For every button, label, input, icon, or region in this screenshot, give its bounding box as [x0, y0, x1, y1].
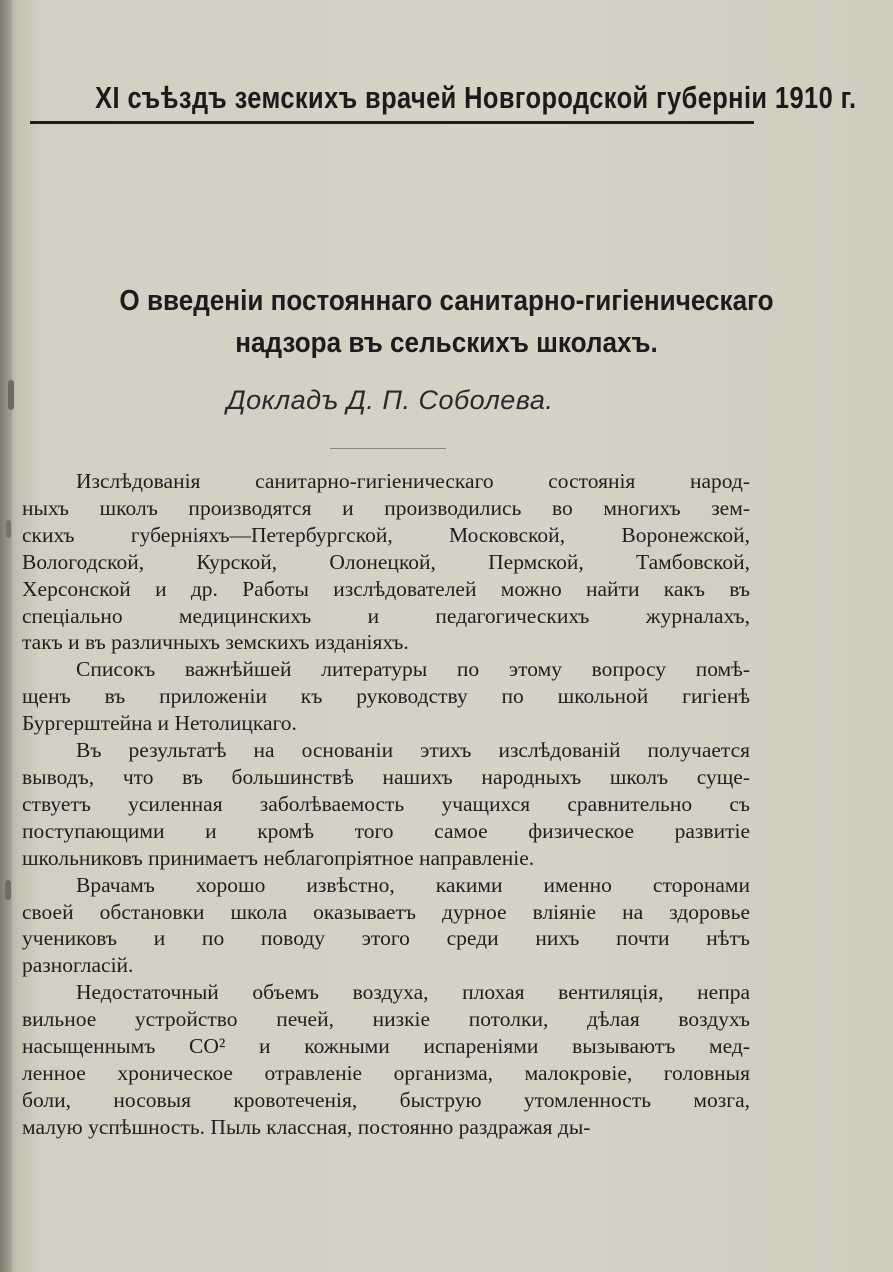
body-line: Въ результатѣ на основаніи этихъ изслѣдованій получается	[76, 738, 750, 763]
header-title: XI съѣздъ земскихъ врачей Новгородской губерніи 1910 г.	[95, 80, 857, 115]
stain-mark	[6, 520, 11, 538]
header-rule	[30, 121, 754, 124]
body-line: школьниковъ принимаетъ неблагопріятное направленіе.	[22, 845, 535, 870]
page-binding-edge	[0, 0, 12, 1272]
stain-mark	[5, 880, 11, 900]
body-paragraph	[22, 656, 750, 737]
body-line: Врачамъ хорошо извѣстно, какими именно сторонами	[76, 872, 750, 897]
article-title-line: надзора въ сельскихъ школахъ.	[235, 327, 658, 359]
body-line: ствуетъ усиленная заболѣваемость учащихся сравнительно съ	[22, 791, 750, 816]
body-line: спеціально медицинскихъ и педагогическихъ журналахъ,	[22, 603, 750, 628]
body-paragraph	[22, 468, 750, 656]
body-line: своей обстановки школа оказываетъ дурное вліяніе на здоровье	[22, 899, 750, 924]
body-line: разногласій.	[22, 953, 134, 978]
body-line: Недостаточный объемъ воздуха, плохая вентиляція, непра	[76, 980, 750, 1005]
body-line: поступающими и кромѣ того самое физическое развитіе	[22, 818, 750, 843]
article-title	[0, 280, 893, 364]
body-line: Списокъ важнѣйшей литературы по этому вопросу помѣ-	[76, 657, 750, 682]
body-line: скихъ губерніяхъ—Петербургской, Московской, Воронежской,	[22, 522, 750, 547]
body-line: боли, носовыя кровотеченія, быструю утомленность мозга,	[22, 1087, 750, 1112]
body-line: насыщеннымъ CO² и кожными испареніями вызываютъ мед-	[22, 1034, 750, 1059]
body-line: такъ и въ различныхъ земскихъ изданіяхъ.	[22, 630, 409, 655]
body-line: ныхъ школъ производятся и производились во многихъ зем-	[22, 495, 750, 520]
body-paragraph	[22, 979, 750, 1140]
body-line: вильное устройство печей, низкіе потолки, дѣлая воздухъ	[22, 1007, 750, 1032]
body-line: выводъ, что въ большинствѣ нашихъ народныхъ школъ суще-	[22, 764, 750, 789]
body-line: Бургерштейна и Нетолицкаго.	[22, 711, 297, 736]
body-line: Херсонской и др. Работы изслѣдователей можно найти какъ въ	[22, 576, 750, 601]
body-line: ленное хроническое отравленіе организма, малокровіе, головныя	[22, 1060, 750, 1085]
body-line: учениковъ и по поводу этого среди нихъ почти нѣтъ	[22, 926, 750, 951]
body-line: малую успѣшность. Пыль классная, постоянно раздражая ды-	[22, 1114, 591, 1139]
body-paragraph	[22, 737, 750, 872]
article-author: Докладъ Д. П. Соболева.	[226, 385, 554, 415]
article-body	[22, 468, 750, 1141]
body-line: Вологодской, Курской, Олонецкой, Пермской, Тамбовской,	[22, 549, 750, 574]
article-title-line: О введеніи постояннаго санитарно-гигіеническаго	[119, 285, 774, 317]
body-line: Изслѣдованія санитарно-гигіеническаго состоянія народ-	[76, 469, 750, 493]
section-divider	[330, 448, 446, 449]
body-line: щенъ въ приложеніи къ руководству по школьной гигіенѣ	[22, 684, 750, 709]
body-paragraph	[22, 872, 750, 980]
running-header	[30, 68, 857, 128]
